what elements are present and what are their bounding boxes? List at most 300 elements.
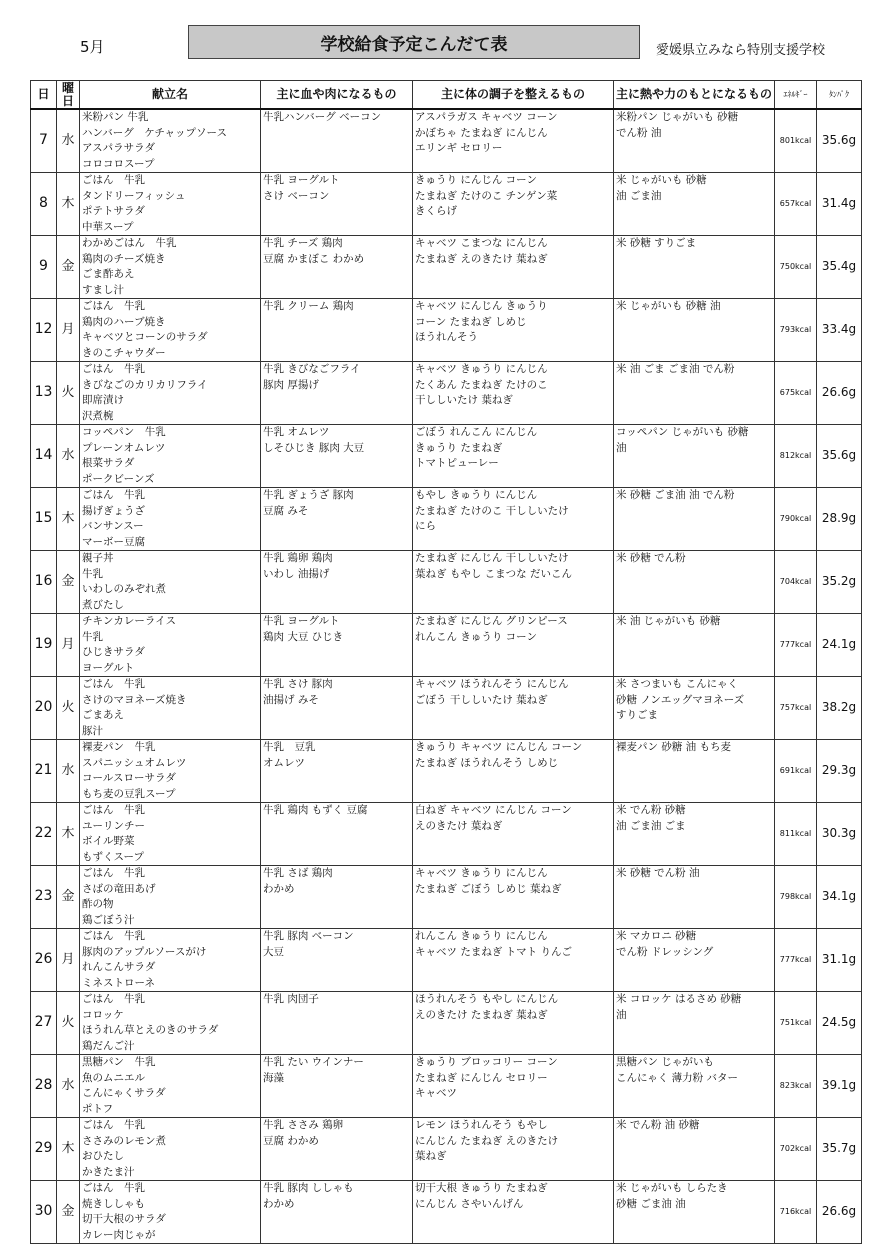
green-foods-cell <box>413 425 614 488</box>
red-foods-cell-line: オムレツ <box>263 756 305 769</box>
menu-cell-line: ごま酢あえ <box>82 268 135 280</box>
header-row <box>31 81 862 110</box>
protein-cell: 29.3g <box>817 740 862 803</box>
protein-cell: 24.5g <box>817 992 862 1055</box>
red-foods-cell-line: 豆腐 みそ <box>263 504 309 517</box>
red-foods-cell-line: 牛乳 たい ウインナー <box>263 1056 364 1068</box>
menu-cell-line: ごはん 牛乳 <box>82 930 145 942</box>
menu-cell-line: 魚のムニエル <box>82 1071 145 1084</box>
energy-cell: 716kcal <box>775 1181 817 1244</box>
menu-cell-line: 煮びたし <box>82 598 124 611</box>
day-cell: 8 <box>31 173 57 236</box>
yellow-foods-cell-line: すりごま <box>616 709 658 721</box>
yellow-foods-cell-line: 米粉パン じゃがいも 砂糖 <box>616 111 739 123</box>
table-row <box>31 362 862 425</box>
red-foods-cell-line: 牛乳 鶏卵 鶏肉 <box>263 552 333 564</box>
menu-cell <box>80 173 261 236</box>
protein-cell: 24.1g <box>817 614 862 677</box>
green-foods-cell-line: 干ししいたけ 葉ねぎ <box>415 394 513 406</box>
red-foods-cell <box>261 866 413 929</box>
red-foods-cell <box>261 677 413 740</box>
green-foods-cell-line: たまねぎ ほうれんそう しめじ <box>415 756 559 769</box>
menu-cell-line: ポークビーンズ <box>82 472 155 485</box>
red-foods-cell <box>261 173 413 236</box>
weekday-cell: 金 <box>57 866 80 929</box>
table-row <box>31 173 862 236</box>
yellow-foods-cell-line: 米 コロッケ はるさめ 砂糖 <box>616 993 742 1005</box>
red-foods-cell-line: 油揚げ みそ <box>263 693 319 706</box>
yellow-foods-cell <box>614 299 775 362</box>
day-cell: 14 <box>31 425 57 488</box>
green-foods-cell-line: キャベツ たまねぎ トマト りんご <box>415 945 573 958</box>
red-foods-cell-line: 豆腐 かまぼこ わかめ <box>263 252 365 265</box>
protein-cell: 35.2g <box>817 551 862 614</box>
menu-cell-line: マーボー豆腐 <box>82 535 145 548</box>
day-cell: 28 <box>31 1055 57 1118</box>
green-foods-cell-line: 白ねぎ キャベツ にんじん コーン <box>415 804 572 816</box>
table-row <box>31 740 862 803</box>
green-foods-cell-line: キャベツ <box>415 1087 457 1099</box>
yellow-foods-cell-line: 米 油 ごま ごま油 でん粉 <box>616 363 735 375</box>
red-foods-cell-line: 牛乳 さば 鶏肉 <box>263 867 333 879</box>
table-row <box>31 299 862 362</box>
menu-cell-line: 裸麦パン 牛乳 <box>82 741 156 753</box>
green-foods-cell <box>413 614 614 677</box>
menu-cell-line: ハンバーグ ケチャップソース <box>82 126 228 139</box>
green-foods-cell-line: キャベツ ほうれんそう にんじん <box>415 678 569 690</box>
menu-cell-line: カレー肉じゃが <box>82 1228 156 1241</box>
table-row <box>31 425 862 488</box>
red-foods-cell-line: 牛乳 きびなごフライ <box>263 363 361 375</box>
energy-cell: 777kcal <box>775 614 817 677</box>
col-header-yellow: 主に熱や力のもとになるもの <box>614 81 775 110</box>
day-cell: 16 <box>31 551 57 614</box>
menu-cell-line: 酢の物 <box>82 898 114 910</box>
menu-cell-line: スパニッシュオムレツ <box>82 756 187 769</box>
red-foods-cell <box>261 803 413 866</box>
menu-cell-line: アスパラサラダ <box>82 142 155 154</box>
yellow-foods-cell-line: こんにゃく 薄力粉 バター <box>616 1071 738 1084</box>
menu-cell <box>80 236 261 299</box>
menu-cell <box>80 614 261 677</box>
green-foods-cell-line: れんこん きゅうり にんじん <box>415 930 548 942</box>
menu-cell <box>80 551 261 614</box>
school-name: 愛媛県立みなら特別支援学校 <box>656 43 826 58</box>
yellow-foods-cell <box>614 1055 775 1118</box>
weekday-cell: 木 <box>57 173 80 236</box>
red-foods-cell <box>261 236 413 299</box>
menu-cell <box>80 866 261 929</box>
green-foods-cell-line: ほうれんそう <box>415 331 478 343</box>
yellow-foods-cell-line: 砂糖 ノンエッグマヨネーズ <box>616 693 745 706</box>
col-header-menu: 献立名 <box>80 81 261 110</box>
green-foods-cell-line: 葉ねぎ <box>415 1150 447 1162</box>
energy-cell: 751kcal <box>775 992 817 1055</box>
weekday-cell: 水 <box>57 740 80 803</box>
menu-cell-line: 沢煮椀 <box>82 409 114 422</box>
energy-cell: 823kcal <box>775 1055 817 1118</box>
weekday-cell: 木 <box>57 1118 80 1181</box>
menu-cell-line: ごはん 牛乳 <box>82 174 145 186</box>
menu-cell-line: 中華スープ <box>82 220 134 233</box>
yellow-foods-cell-line: でん粉 油 <box>616 126 662 139</box>
menu-cell-line: おひたし <box>82 1150 124 1162</box>
green-foods-cell-line: ごぼう れんこん にんじん <box>415 426 538 438</box>
table-row <box>31 929 862 992</box>
energy-cell: 702kcal <box>775 1118 817 1181</box>
green-foods-cell-line: キャベツ きゅうり にんじん <box>415 363 548 375</box>
red-foods-cell-line: 豚肉 厚揚げ <box>263 378 319 391</box>
weekday-cell: 月 <box>57 614 80 677</box>
green-foods-cell-line: れんこん きゅうり コーン <box>415 630 537 643</box>
yellow-foods-cell-line: 米 じゃがいも 砂糖 <box>616 174 707 186</box>
menu-cell-line: きのこチャウダー <box>82 346 166 359</box>
day-cell: 22 <box>31 803 57 866</box>
protein-cell: 31.1g <box>817 929 862 992</box>
day-cell: 30 <box>31 1181 57 1244</box>
red-foods-cell-line: 牛乳 ぎょうざ 豚肉 <box>263 489 354 501</box>
table-row <box>31 488 862 551</box>
menu-cell-line: すまし汁 <box>82 283 124 296</box>
yellow-foods-cell <box>614 425 775 488</box>
menu-cell-line: もち麦の豆乳スープ <box>82 787 176 800</box>
day-cell: 7 <box>31 109 57 173</box>
weekday-cell: 木 <box>57 803 80 866</box>
red-foods-cell-line: 牛乳 豆乳 <box>263 741 316 753</box>
red-foods-cell-line: 牛乳 さけ 豚肉 <box>263 678 333 690</box>
red-foods-cell-line: 大豆 <box>263 945 284 958</box>
menu-cell-line: ひじきサラダ <box>82 646 145 658</box>
green-foods-cell <box>413 488 614 551</box>
table-row <box>31 236 862 299</box>
yellow-foods-cell-line: 油 ごま油 ごま <box>616 819 686 832</box>
red-foods-cell-line: 牛乳 オムレツ <box>263 426 330 438</box>
yellow-foods-cell <box>614 173 775 236</box>
table-row <box>31 551 862 614</box>
yellow-foods-cell <box>614 803 775 866</box>
green-foods-cell-line: えのきたけ たまねぎ 葉ねぎ <box>415 1008 548 1021</box>
energy-cell: 798kcal <box>775 866 817 929</box>
green-foods-cell-line: かぼちゃ たまねぎ にんじん <box>415 126 548 139</box>
yellow-foods-cell <box>614 109 775 173</box>
green-foods-cell-line: たまねぎ えのきたけ 葉ねぎ <box>415 252 548 265</box>
green-foods-cell <box>413 740 614 803</box>
red-foods-cell-line: 豆腐 わかめ <box>263 1134 319 1147</box>
protein-cell: 30.3g <box>817 803 862 866</box>
protein-cell: 34.1g <box>817 866 862 929</box>
menu-table <box>30 80 862 1244</box>
menu-cell <box>80 299 261 362</box>
day-cell: 15 <box>31 488 57 551</box>
energy-cell: 801kcal <box>775 109 817 173</box>
menu-cell-line: ごはん 牛乳 <box>82 804 145 816</box>
red-foods-cell-line: わかめ <box>263 882 295 895</box>
green-foods-cell <box>413 992 614 1055</box>
green-foods-cell-line: レモン ほうれんそう もやし <box>415 1119 548 1131</box>
green-foods-cell-line: たくあん たまねぎ たけのこ <box>415 378 548 391</box>
red-foods-cell-line: いわし 油揚げ <box>263 567 330 580</box>
col-header-day: 日 <box>31 81 57 110</box>
menu-cell-line: れんこんサラダ <box>82 961 156 973</box>
weekday-cell: 水 <box>57 1055 80 1118</box>
yellow-foods-cell-line: でん粉 ドレッシング <box>616 945 714 958</box>
green-foods-cell-line: にら <box>415 520 436 532</box>
table-row <box>31 1118 862 1181</box>
green-foods-cell-line: たまねぎ ごぼう しめじ 葉ねぎ <box>415 882 562 895</box>
protein-cell: 35.4g <box>817 236 862 299</box>
red-foods-cell <box>261 362 413 425</box>
red-foods-cell <box>261 1055 413 1118</box>
weekday-cell: 月 <box>57 929 80 992</box>
yellow-foods-cell-line: 米 でん粉 砂糖 <box>616 804 686 816</box>
menu-cell-line: さばの竜田あげ <box>82 882 156 895</box>
yellow-foods-cell <box>614 740 775 803</box>
menu-cell <box>80 677 261 740</box>
menu-cell-line: 鶏肉のチーズ焼き <box>82 252 166 265</box>
green-foods-cell-line: エリンギ セロリー <box>415 142 503 154</box>
protein-cell: 28.9g <box>817 488 862 551</box>
yellow-foods-cell <box>614 677 775 740</box>
green-foods-cell-line: にんじん たまねぎ えのきたけ <box>415 1134 559 1147</box>
menu-cell-line: 根菜サラダ <box>82 457 135 469</box>
menu-cell <box>80 1181 261 1244</box>
yellow-foods-cell-line: 米 砂糖 すりごま <box>616 237 697 249</box>
menu-cell <box>80 992 261 1055</box>
green-foods-cell-line: きくらげ <box>415 205 457 217</box>
energy-cell: 657kcal <box>775 173 817 236</box>
weekday-cell: 火 <box>57 362 80 425</box>
energy-cell: 675kcal <box>775 362 817 425</box>
menu-table-body <box>31 109 862 1244</box>
menu-cell <box>80 1118 261 1181</box>
menu-cell-line: かきたま汁 <box>82 1165 135 1178</box>
menu-cell-line: プレーンオムレツ <box>82 441 166 454</box>
protein-cell: 26.6g <box>817 362 862 425</box>
menu-cell <box>80 488 261 551</box>
table-row <box>31 614 862 677</box>
green-foods-cell-line: たまねぎ にんじん セロリー <box>415 1071 548 1084</box>
table-row <box>31 1181 862 1244</box>
green-foods-cell-line: ほうれんそう もやし にんじん <box>415 993 559 1005</box>
menu-cell-line: ボイル野菜 <box>82 835 135 847</box>
green-foods-cell <box>413 173 614 236</box>
menu-cell-line: 切干大根のサラダ <box>82 1213 166 1225</box>
yellow-foods-cell <box>614 488 775 551</box>
menu-cell-line: ごはん 牛乳 <box>82 1182 145 1194</box>
green-foods-cell-line: えのきたけ 葉ねぎ <box>415 819 503 832</box>
menu-cell-line: ごはん 牛乳 <box>82 489 145 501</box>
day-cell: 23 <box>31 866 57 929</box>
menu-cell-line: コロッケ <box>82 1008 124 1021</box>
green-foods-cell-line: 切干大根 きゅうり たまねぎ <box>415 1182 548 1194</box>
red-foods-cell <box>261 1118 413 1181</box>
table-row <box>31 677 862 740</box>
menu-cell-line: 鶏だんご汁 <box>82 1039 135 1052</box>
green-foods-cell-line: 葉ねぎ もやし こまつな だいこん <box>415 567 573 580</box>
green-foods-cell-line: たまねぎ にんじん グリンピース <box>415 615 568 627</box>
yellow-foods-cell <box>614 614 775 677</box>
day-cell: 13 <box>31 362 57 425</box>
energy-cell: 704kcal <box>775 551 817 614</box>
menu-cell-line: 米粉パン 牛乳 <box>82 111 149 123</box>
weekday-cell: 金 <box>57 236 80 299</box>
day-cell: 19 <box>31 614 57 677</box>
green-foods-cell <box>413 362 614 425</box>
yellow-foods-cell <box>614 866 775 929</box>
day-cell: 26 <box>31 929 57 992</box>
energy-cell: 691kcal <box>775 740 817 803</box>
red-foods-cell-line: 牛乳 肉団子 <box>263 993 319 1005</box>
red-foods-cell-line: 牛乳 豚肉 ししゃも <box>263 1182 354 1194</box>
green-foods-cell <box>413 866 614 929</box>
yellow-foods-cell-line: 米 さつまいも こんにゃく <box>616 678 738 690</box>
green-foods-cell <box>413 1055 614 1118</box>
energy-cell: 777kcal <box>775 929 817 992</box>
menu-cell-line: 牛乳 <box>82 630 103 643</box>
menu-cell-line: 豚汁 <box>82 724 103 737</box>
menu-cell-line: 鶏肉のハーブ焼き <box>82 315 166 328</box>
yellow-foods-cell-line: 裸麦パン 砂糖 油 もち麦 <box>616 741 732 753</box>
menu-cell-line: ごはん 牛乳 <box>82 1119 145 1131</box>
yellow-foods-cell-line: 油 <box>616 441 627 454</box>
menu-cell-line: ごはん 牛乳 <box>82 678 145 690</box>
energy-cell: 757kcal <box>775 677 817 740</box>
menu-cell <box>80 362 261 425</box>
menu-cell-line: 即席漬け <box>82 394 124 406</box>
col-header-red: 主に血や肉になるもの <box>261 81 413 110</box>
green-foods-cell-line: ごぼう 干ししいたけ 葉ねぎ <box>415 693 548 706</box>
green-foods-cell <box>413 109 614 173</box>
green-foods-cell-line: コーン たまねぎ しめじ <box>415 315 527 328</box>
yellow-foods-cell <box>614 551 775 614</box>
weekday-cell: 木 <box>57 488 80 551</box>
red-foods-cell-line: わかめ <box>263 1197 295 1210</box>
yellow-foods-cell <box>614 929 775 992</box>
green-foods-cell-line: もやし きゅうり にんじん <box>415 489 538 501</box>
table-row <box>31 866 862 929</box>
red-foods-cell <box>261 1181 413 1244</box>
green-foods-cell <box>413 929 614 992</box>
yellow-foods-cell-line: 米 でん粉 油 砂糖 <box>616 1119 700 1131</box>
yellow-foods-cell <box>614 992 775 1055</box>
menu-cell-line: コールスローサラダ <box>82 772 176 784</box>
menu-cell-line: ごはん 牛乳 <box>82 363 145 375</box>
menu-cell <box>80 740 261 803</box>
yellow-foods-cell <box>614 1181 775 1244</box>
energy-cell: 750kcal <box>775 236 817 299</box>
red-foods-cell-line: 牛乳 クリーム 鶏肉 <box>263 300 354 312</box>
menu-cell-line: キャベツとコーンのサラダ <box>82 331 208 343</box>
table-row <box>31 109 862 173</box>
red-foods-cell <box>261 488 413 551</box>
weekday-cell: 金 <box>57 551 80 614</box>
menu-cell-line: ほうれん草とえのきのサラダ <box>82 1024 219 1036</box>
red-foods-cell <box>261 614 413 677</box>
green-foods-cell <box>413 803 614 866</box>
month-label: 5月 <box>80 38 105 56</box>
col-header-green: 主に体の調子を整えるもの <box>413 81 614 110</box>
weekday-cell: 金 <box>57 1181 80 1244</box>
green-foods-cell-line: きゅうり にんじん コーン <box>415 174 537 186</box>
red-foods-cell-line: 牛乳 ヨーグルト <box>263 174 340 186</box>
table-row <box>31 992 862 1055</box>
green-foods-cell-line: きゅうり キャベツ にんじん コーン <box>415 741 583 753</box>
red-foods-cell <box>261 551 413 614</box>
menu-cell-line: 鶏ごぼう汁 <box>82 913 135 926</box>
menu-cell-line: わかめごはん 牛乳 <box>82 237 177 249</box>
yellow-foods-cell <box>614 236 775 299</box>
menu-cell-line: もずくスープ <box>82 850 144 863</box>
menu-cell-line: バンサンスー <box>82 520 144 532</box>
yellow-foods-cell-line: 米 じゃがいも しらたき <box>616 1182 728 1194</box>
yellow-foods-cell-line: 米 油 じゃがいも 砂糖 <box>616 615 721 627</box>
yellow-foods-cell-line: 米 マカロニ 砂糖 <box>616 930 697 942</box>
menu-cell-line: コッペパン 牛乳 <box>82 426 166 438</box>
weekday-cell: 月 <box>57 299 80 362</box>
red-foods-cell-line: 牛乳ハンバーグ ベーコン <box>263 111 382 123</box>
menu-cell <box>80 803 261 866</box>
green-foods-cell-line: トマトピューレー <box>415 457 499 469</box>
green-foods-cell-line: キャベツ にんじん きゅうり <box>415 300 548 312</box>
protein-cell: 35.6g <box>817 109 862 173</box>
table-row <box>31 1055 862 1118</box>
red-foods-cell <box>261 929 413 992</box>
red-foods-cell-line: 海藻 <box>263 1071 284 1084</box>
green-foods-cell <box>413 299 614 362</box>
menu-cell-line: いわしのみぞれ煮 <box>82 583 166 595</box>
menu-cell-line: 黒糖パン 牛乳 <box>82 1056 156 1068</box>
red-foods-cell-line: 牛乳 鶏肉 もずく 豆腐 <box>263 804 368 816</box>
yellow-foods-cell-line: 砂糖 ごま油 油 <box>616 1197 686 1210</box>
green-foods-cell-line: たまねぎ たけのこ 干ししいたけ <box>415 504 569 517</box>
red-foods-cell-line: しそひじき 豚肉 大豆 <box>263 441 365 454</box>
day-cell: 9 <box>31 236 57 299</box>
menu-cell <box>80 425 261 488</box>
day-cell: 20 <box>31 677 57 740</box>
red-foods-cell-line: 牛乳 豚肉 ベーコン <box>263 930 354 942</box>
menu-cell-line: 牛乳 <box>82 567 103 580</box>
green-foods-cell-line: キャベツ きゅうり にんじん <box>415 867 548 879</box>
yellow-foods-cell-line: 米 じゃがいも 砂糖 油 <box>616 300 721 312</box>
weekday-cell: 火 <box>57 992 80 1055</box>
red-foods-cell-line: さけ ベーコン <box>263 189 330 202</box>
weekday-cell: 火 <box>57 677 80 740</box>
red-foods-cell <box>261 425 413 488</box>
green-foods-cell <box>413 1118 614 1181</box>
table-row <box>31 803 862 866</box>
menu-cell-line: きびなごのカリカリフライ <box>82 378 208 391</box>
protein-cell: 35.7g <box>817 1118 862 1181</box>
red-foods-cell-line: 牛乳 ヨーグルト <box>263 615 340 627</box>
col-header-dow: 曜日 <box>57 81 80 110</box>
protein-cell: 26.6g <box>817 1181 862 1244</box>
red-foods-cell-line: 鶏肉 大豆 ひじき <box>263 630 344 643</box>
menu-cell <box>80 109 261 173</box>
menu-cell-line: 揚げぎょうざ <box>82 504 145 517</box>
menu-cell-line: ごはん 牛乳 <box>82 993 145 1005</box>
protein-cell: 39.1g <box>817 1055 862 1118</box>
menu-cell-line: ごはん 牛乳 <box>82 867 145 879</box>
green-foods-cell-line: にんじん さやいんげん <box>415 1197 524 1210</box>
red-foods-cell <box>261 109 413 173</box>
menu-cell-line: さけのマヨネーズ焼き <box>82 693 187 706</box>
energy-cell: 811kcal <box>775 803 817 866</box>
col-header-protein: ﾀﾝﾊﾟｸ <box>817 81 862 110</box>
yellow-foods-cell-line: 油 <box>616 1008 627 1021</box>
red-foods-cell <box>261 740 413 803</box>
yellow-foods-cell-line: 米 砂糖 ごま油 油 でん粉 <box>616 489 735 501</box>
yellow-foods-cell <box>614 362 775 425</box>
